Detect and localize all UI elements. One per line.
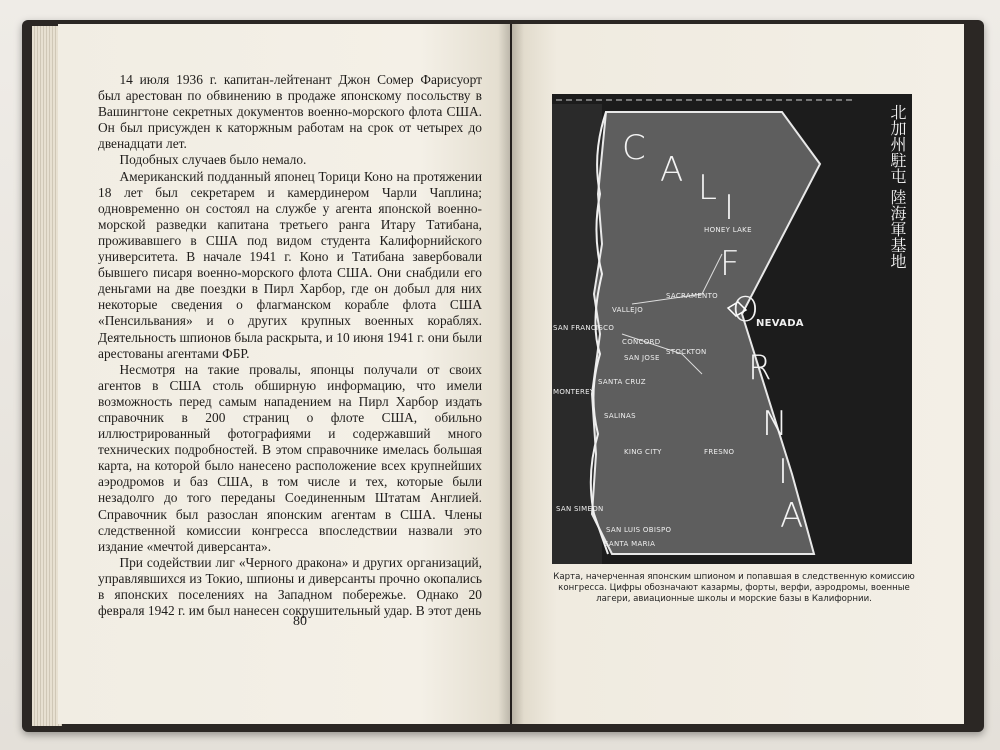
- map-label-concord: CONCORD: [622, 338, 661, 346]
- map-japanese-title: 北加州駐屯 陸海軍基地: [888, 104, 907, 270]
- map-letter-c: C: [622, 128, 646, 168]
- map-label-monterey: MONTEREY: [553, 388, 595, 396]
- map-label-king-city: KING CITY: [624, 448, 662, 456]
- map-letter-i: I: [724, 188, 735, 228]
- paragraph-2: Подобных случаев было немало.: [119, 152, 307, 168]
- book-spine-shadow: [498, 24, 524, 724]
- map-label-salinas: SALINAS: [604, 412, 636, 420]
- map-label-honey-lake: HONEY LAKE: [704, 226, 752, 234]
- map-letter-l: L: [698, 168, 717, 208]
- map-letter-n: N: [762, 404, 788, 444]
- map-label-nevada: NEVADA: [756, 318, 804, 329]
- map-caption: Карта, начерченная японским шпионом и попавшая в следственную комиссию конгресса. Цифры обозначают казармы, форты, верфи, аэродромы, военные лагери, авиационные школы и морские базы в Калифорнии.: [553, 572, 915, 604]
- map-label-sacramento: SACRAMENTO: [666, 292, 718, 300]
- paragraph-3: Американский подданный японец Торици Коно на протяжении 18 лет был секретарем и камердинером Чарли Чаплина; одновременно он состоял на службе у агента японской военно-морской разведки капитана третьего ранга Итару Татибана, проживавшего в США под видом студента Калифорнийского университета. В начале 1941 г. Коно и Татибана завербовали бывшего писаря военно-морского флота США. Они снабдили его деньгами на две поездки в Пирл Харбор, где он добыл для них некоторые сведения о флагманском корабле флота США «Пенсильвания» и о других крупных военных кораблях. Деятельность шпионов была раскрыта, и 10 июня 1941 г. они были арестованы агентами ФБР.: [98, 168, 482, 361]
- map-label-san-jose: SAN JOSE: [624, 354, 660, 362]
- map-letter-r: R: [748, 348, 772, 388]
- map-letter-o: O: [732, 290, 759, 330]
- map-letter-a: A: [660, 150, 684, 190]
- paragraph-5: При содействии лиг «Черного дракона» и других организаций, управлявшихся из Токио, шпионы и диверсанты прочно окопались в японских поселениях на Западном побережье. Однако 20 февраля 1942 г. им был нанесен сокрушительный удар. В этот день: [98, 554, 482, 619]
- map-label-vallejo: VALLEJO: [612, 306, 644, 314]
- map-label-fresno: FRESNO: [704, 448, 735, 456]
- body-text: [98, 72, 482, 619]
- page-number: 80: [293, 614, 307, 629]
- map-label-san-francisco: SAN FRANCISCO: [553, 324, 615, 332]
- map-label-san-luis-obispo: SAN LUIS OBISPO: [606, 526, 672, 534]
- paragraph-1: 14 июля 1936 г. капитан-лейтенант Джон Сомер Фарисуорт был арестован по обвинению в продаже японскому посольству в Вашингтоне секретных документов военно-морского флота США. Он был присужден к каторжным работам на срок от четырех до двенадцати лет.: [98, 72, 482, 152]
- map-label-santa-maria: SANTA MARIA: [604, 540, 656, 548]
- paragraph-4: Несмотря на такие провалы, японцы получали от своих агентов в США столь обширную информацию, что имели возможность перед самым нападением на Пирл Харбор издать справочник в 200 страниц о флоте США, обильно иллюстрированный фотографиями и содержавший много технических подробностей. В этом справочнике имелась большая карта, на которой было нанесено расположение всех крупнейших аэродромов и баз США, в том числе и тех, которые были незадолго до того переданы Соединенным Штатам Англией. Справочник был разослан японским агентам в США. Члены следственной комиссии конгресса впоследствии назвали это издание «мечтой диверсанта».: [98, 361, 482, 554]
- map-label-san-simeon: SAN SIMEON: [556, 505, 604, 513]
- map-letter-i2: I: [778, 452, 789, 492]
- map-label-stockton: STOCKTON: [666, 348, 707, 356]
- map-letter-a2: A: [780, 496, 804, 536]
- map-letter-f: F: [720, 244, 740, 284]
- map-label-santa-cruz: SANTA CRUZ: [598, 378, 646, 386]
